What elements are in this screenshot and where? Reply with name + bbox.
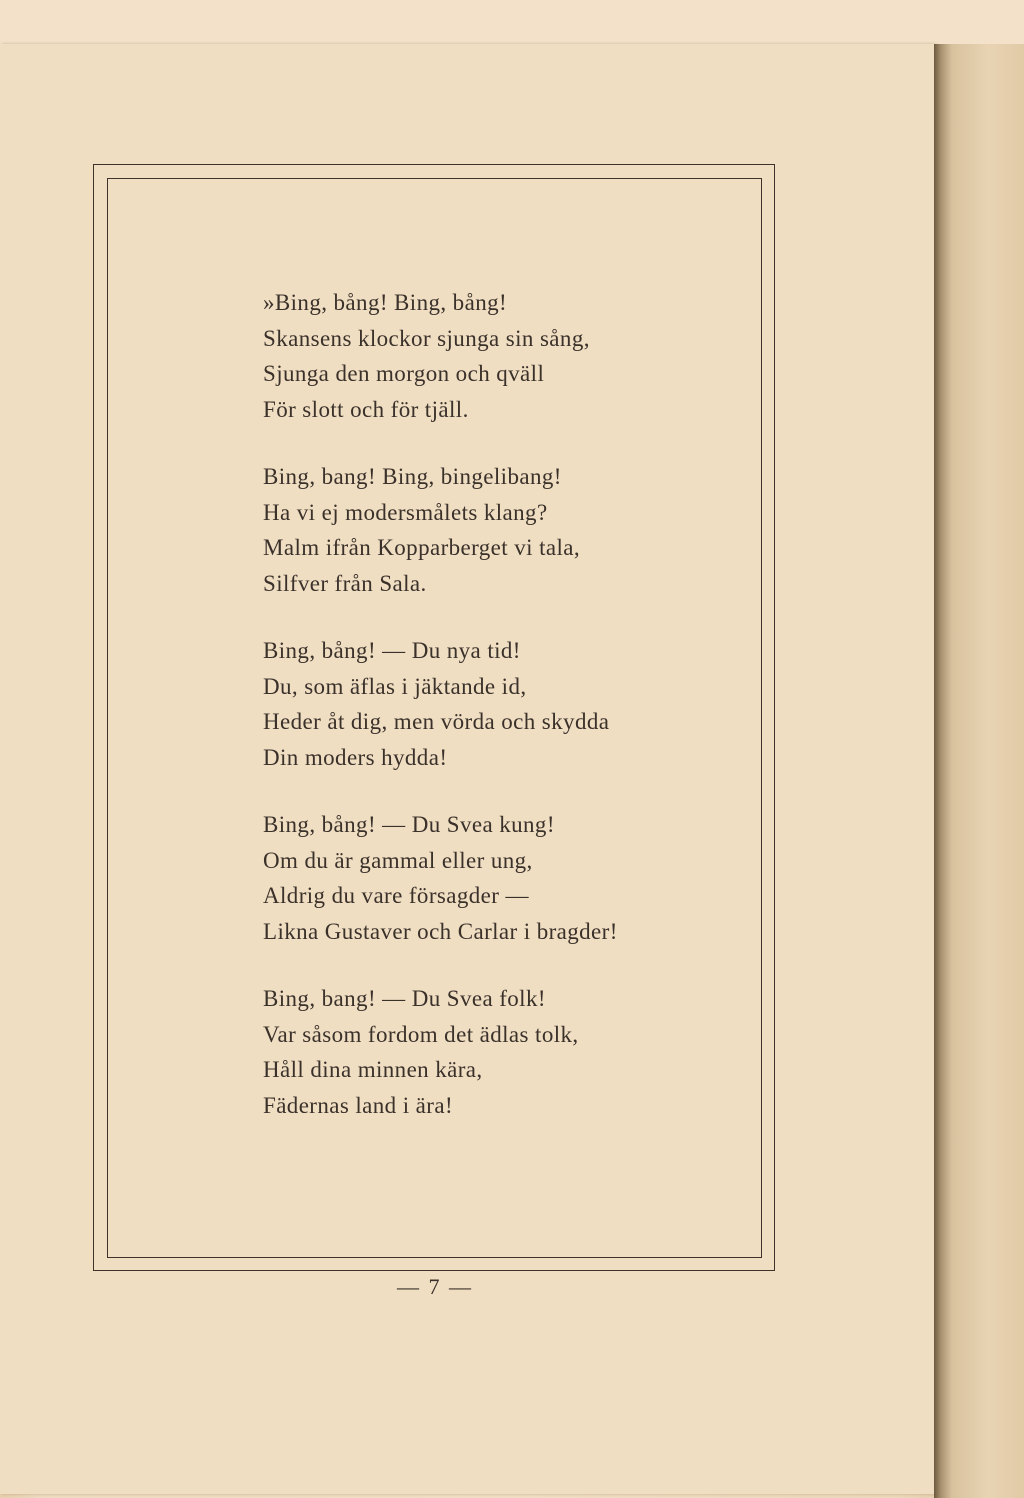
poem-text [263,285,733,1155]
poem-line: »Bing, bång! Bing, bång! [263,290,508,315]
poem-line: Om du är gammal eller ung, [263,847,533,873]
poem-line: För slott och för tjäll. [263,396,469,422]
poem-line: Skansens klockor sjunga sin sång, [263,325,590,351]
poem-line: Silfver från Sala. [263,570,427,596]
page-edge-shadow [934,44,1024,1498]
poem-stanza-5 [263,981,733,1123]
poem-line: Bing, bång! — Du nya tid! [263,638,521,663]
poem-stanza-3 [263,633,733,775]
poem-line: Bing, bång! — Du Svea kung! [263,812,555,837]
poem-line: Håll dina minnen kära, [263,1057,483,1082]
poem-line: Du, som äflas i jäktande id, [263,673,527,699]
poem-line: Ha vi ej modersmålets klang? [263,499,548,525]
poem-line: Likna Gustaver och Carlar i bragder! [263,918,618,944]
poem-line: Heder åt dig, men vörda och skydda [263,709,610,734]
poem-stanza-4 [263,807,733,949]
poem-stanza-2 [263,459,733,601]
poem-line: Din moders hydda! [263,744,448,770]
poem-line: Sjunga den morgon och qväll [263,361,545,386]
poem-stanza-1 [263,285,733,427]
poem-line: Malm ifrån Kopparberget vi tala, [263,535,581,560]
poem-line: Var såsom fordom det ädlas tolk, [263,1021,579,1047]
poem-line: Bing, bang! Bing, bingelibang! [263,464,562,489]
poem-line: Bing, bang! — Du Svea folk! [263,986,546,1011]
page-number: — 7 — [397,1274,473,1299]
poem-line: Aldrig du vare försagder — [263,883,529,908]
poem-line: Fädernas land i ära! [263,1092,454,1118]
scan-top-margin [0,0,1024,48]
